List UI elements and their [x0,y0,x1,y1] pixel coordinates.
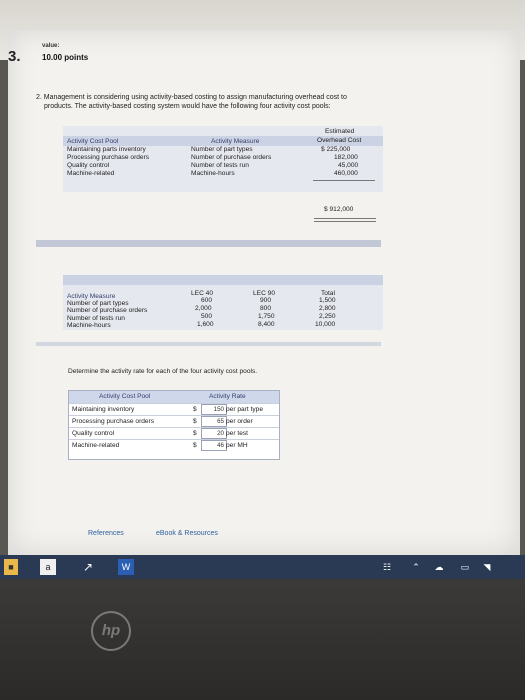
chevron-up-icon[interactable]: ⌃ [412,562,420,572]
hp-logo: hp [91,611,131,651]
measure-row-3: Number of tests run [191,162,249,169]
activity-row-3-lec90: 1,750 [258,313,275,320]
table-row [69,439,279,451]
amazon-app-icon[interactable]: a [40,559,56,575]
cost-row-3: 45,000 [338,162,359,169]
total-header: Total [321,290,335,297]
activity-row-4-measure: Machine-hours [67,322,111,329]
activity-row-3-measure: Number of tests run [67,315,125,322]
taskbar [0,555,525,579]
cost-row-1: $ 225,000 [321,146,351,153]
rate-row-4-value-input[interactable]: 46 [201,440,227,451]
rate-table-header [69,391,279,403]
measure-row-1: Number of part types [191,146,253,153]
activity-row-4-lec90: 8,400 [258,321,275,328]
rate-row-1-symbol: $ [193,406,197,413]
people-icon[interactable]: ☷ [382,562,392,572]
word-app-icon[interactable]: W [118,559,134,575]
activity-row-2-total: 2,800 [319,305,336,312]
battery-icon[interactable]: ▭ [460,562,470,572]
rate-row-2-value-input[interactable]: 65 [201,416,227,427]
activity-row-2-measure: Number of purchase orders [67,307,148,314]
cloud-icon[interactable]: ☁ [434,562,444,572]
ebook-resources-link[interactable]: eBook & Resources [156,530,218,537]
lec90-header: LEC 90 [253,290,275,297]
rate-row-3-pool: Quality control [72,430,115,437]
total-double-rule-top [314,218,376,219]
pool-header: Activity Cost Pool [67,138,119,145]
pool-row-4: Machine-related [67,170,115,177]
table-row [69,427,279,439]
pool-row-3: Quality control [67,162,110,169]
question-number: 3. [8,48,21,65]
points-value: 10.00 points [42,53,89,62]
total-double-rule-bottom [314,221,376,222]
rate-row-3-unit: per test [226,430,248,437]
rate-row-4-unit: per MH [226,442,248,449]
activity-row-2-lec40: 2,000 [195,305,212,312]
rate-row-2-unit: per order [226,418,253,425]
prompt-line-1: 2. Management is considering using activity-based costing to assign manufacturing overhead cost to [36,94,347,101]
measure-row-4: Machine-hours [191,170,235,177]
divider-bar [36,240,381,247]
rate-row-4-symbol: $ [193,442,197,449]
pool-row-2: Processing purchase orders [67,154,150,161]
rate-row-4-pool: Machine-related [72,442,120,449]
rate-pool-header: Activity Cost Pool [99,393,151,400]
question-prompt [36,93,436,111]
prompt-line-2: products. The activity-based costing system would have the following four activity cost pools: [44,103,331,110]
value-label: value: [42,43,60,49]
rate-row-1-unit: per part type [226,406,264,413]
monitor-bezel-bottom [0,579,525,700]
send-arrow-icon[interactable]: ↗ [82,560,94,574]
rate-row-3-symbol: $ [193,430,197,437]
cost-header-line2: Overhead Cost [317,137,362,144]
activity-row-1-lec90: 900 [260,297,272,304]
cost-row-2: 182,000 [334,154,358,161]
rate-row-1-value-input[interactable]: 150 [201,404,227,415]
measure-header: Activity Measure [211,138,260,145]
rate-header: Activity Rate [209,393,246,400]
instruction-text: Determine the activity rate for each of the four activity cost pools. [68,368,258,375]
browser-screen [8,30,520,555]
rate-row-3-value-input[interactable]: 20 [201,428,227,439]
cost-pools-table [63,126,383,192]
activity-row-4-total: 10,000 [315,321,336,328]
references-link[interactable]: References [88,530,124,537]
cost-header-line1: Estimated [325,128,355,135]
table-row [69,403,279,415]
activity-row-3-total: 2,250 [319,313,336,320]
measure-row-2: Number of purchase orders [191,154,272,161]
activity-row-4-lec40: 1,600 [197,321,214,328]
rate-row-2-pool: Processing purchase orders [72,418,155,425]
activity-rate-table [68,390,280,460]
pool-row-1: Maintaining parts inventory [67,146,146,153]
activity-row-1-total: 1,500 [319,297,336,304]
activity-row-3-lec40: 500 [201,313,213,320]
activity-row-1-lec40: 600 [201,297,213,304]
wifi-icon[interactable]: ◥ [483,562,491,572]
activity-measure-header: Activity Measure [67,293,116,300]
activity-row-2-lec90: 800 [260,305,272,312]
total-overhead-cost: $ 912,000 [324,206,354,213]
subtotal-rule [313,180,375,181]
lock-icon[interactable]: ■ [4,559,18,575]
rate-row-2-symbol: $ [193,418,197,425]
table-row [69,415,279,427]
activity-table-header-band [63,275,383,285]
rate-row-1-pool: Maintaining inventory [72,406,135,413]
lec40-header: LEC 40 [191,290,213,297]
activity-row-1-measure: Number of part types [67,300,129,307]
expected-activity-table [63,275,383,330]
divider-bar-2 [36,342,381,346]
cost-row-4: 460,000 [334,170,358,177]
